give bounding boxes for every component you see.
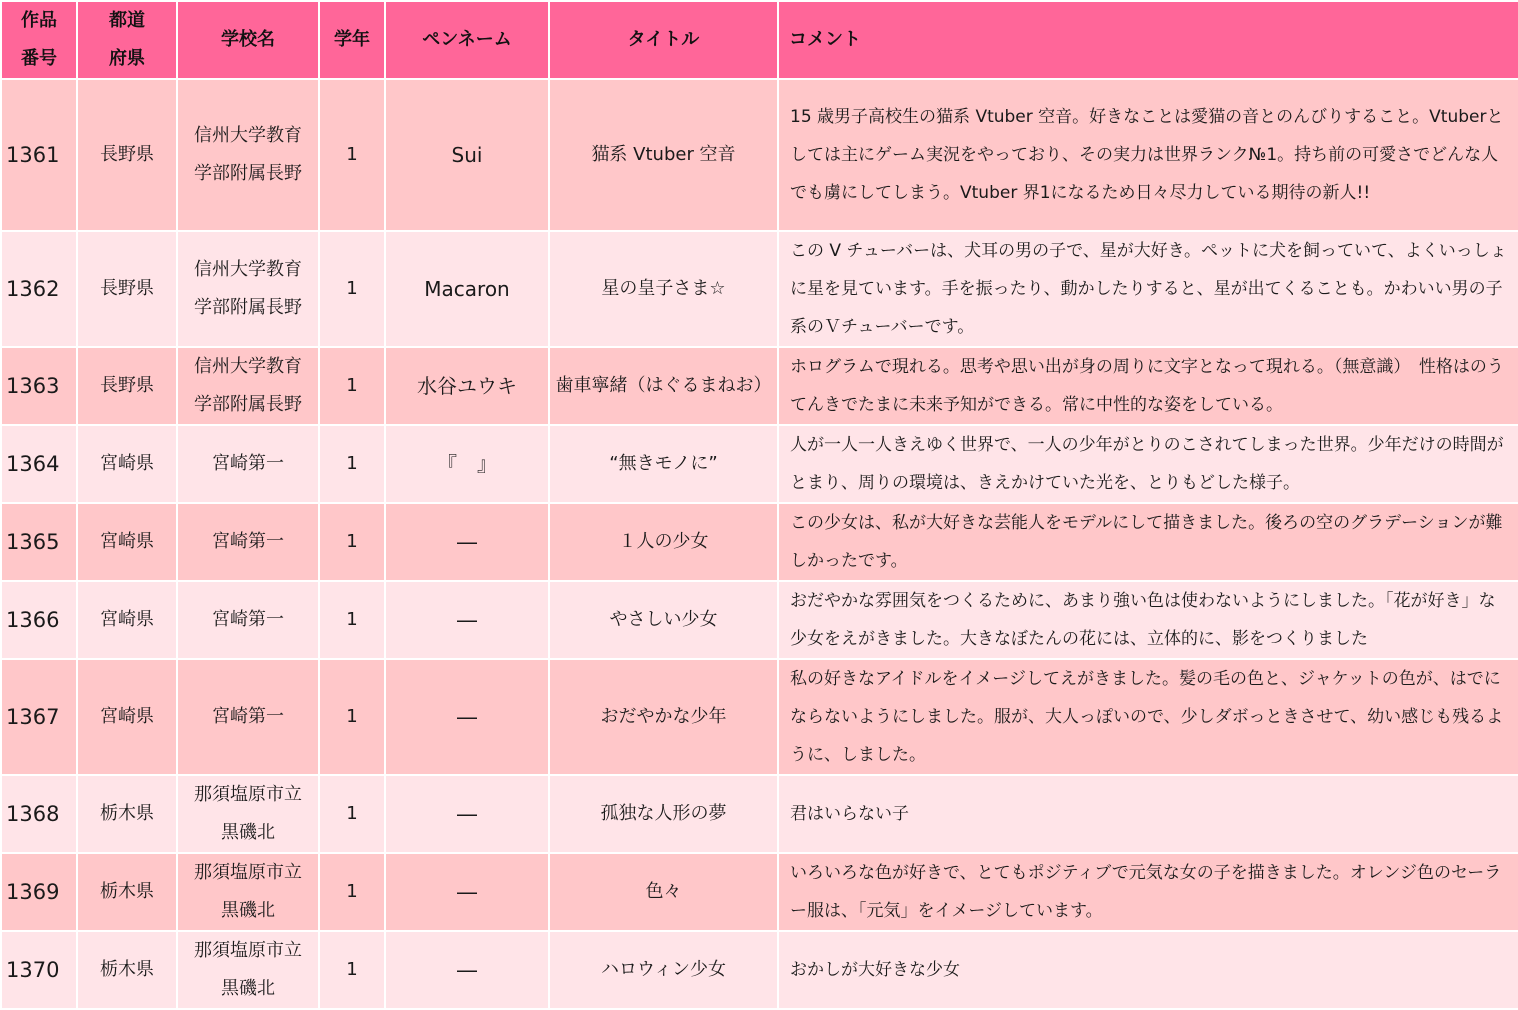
penname-cell: 『 』: [385, 425, 549, 503]
header-prefecture-line2: 府県: [109, 48, 145, 69]
header-number: [1, 1, 77, 79]
grade-cell: 1: [319, 231, 385, 347]
header-school: 学校名: [177, 1, 319, 79]
title-cell: 歯車寧緒（はぐるまねお）: [549, 347, 778, 425]
header-title: タイトル: [549, 1, 778, 79]
title-cell: やさしい少女: [549, 581, 778, 659]
comment-cell: 人が一人一人きえゆく世界で、一人の少年がとりのこされてしまった世界。少年だけの時間がとまり、周りの環境は、きえかけていた光を、とりもどした様子。: [778, 425, 1518, 503]
school-cell: [177, 79, 319, 231]
school-cell: [177, 853, 319, 931]
comment-cell: 私の好きなアイドルをイメージしてえがきました。髪の毛の色と、ジャケットの色が、はでにならないようにしました。服が、大人っぽいので、少しダボっときさせて、幼い感じも残るように、しました。: [778, 659, 1518, 775]
comment-cell: 15 歳男子高校生の猫系 Vtuber 空音。好きなことは愛猫の音とのんびりすること。Vtuberとしては主にゲーム実況をやっており、その実力は世界ランク№1。持ち前の可愛さでどんな人でも虜にしてしまう。Vtuber 界1になるため日々尽力している期待の新人!!: [778, 79, 1518, 231]
penname-cell: ―: [385, 659, 549, 775]
grade-cell: 1: [319, 581, 385, 659]
grade-cell: 1: [319, 659, 385, 775]
penname-cell: ―: [385, 853, 549, 931]
prefecture-cell: 栃木県: [77, 853, 177, 931]
work-number-cell: 1370: [1, 931, 77, 1009]
prefecture-cell: 宮崎県: [77, 659, 177, 775]
penname-cell: Macaron: [385, 231, 549, 347]
table-row: [1, 425, 1518, 503]
grade-cell: 1: [319, 503, 385, 581]
school-name-line: 信州大学教育: [194, 125, 302, 146]
school-name-line: 黒磯北: [221, 978, 275, 999]
work-number-cell: 1369: [1, 853, 77, 931]
comment-cell: いろいろな色が好きで、とてもポジティブで元気な女の子を描きました。オレンジ色のセーラー服は、「元気」をイメージしています。: [778, 853, 1518, 931]
school-name-line: 那須塩原市立: [194, 862, 302, 883]
comment-cell: この V チューバーは、犬耳の男の子で、星が大好き。ペットに犬を飼っていて、よくいっしょに星を見ています。手を振ったり、動かしたりすると、星が出てくることも。かわいい男の子系のＶチューバーです。: [778, 231, 1518, 347]
penname-cell: Sui: [385, 79, 549, 231]
school-name-line: 宮崎第一: [212, 706, 284, 727]
table-row: [1, 581, 1518, 659]
work-number-cell: 1368: [1, 775, 77, 853]
work-number-cell: 1362: [1, 231, 77, 347]
comment-cell: 君はいらない子: [778, 775, 1518, 853]
work-number-cell: 1367: [1, 659, 77, 775]
penname-cell: 水谷ユウキ: [385, 347, 549, 425]
prefecture-cell: 長野県: [77, 231, 177, 347]
school-name-line: 那須塩原市立: [194, 940, 302, 961]
work-number-cell: 1361: [1, 79, 77, 231]
school-name-line: 黒磯北: [221, 900, 275, 921]
table-body: [1, 79, 1518, 1009]
table-row: [1, 503, 1518, 581]
school-cell: [177, 231, 319, 347]
school-cell: [177, 347, 319, 425]
work-number-cell: 1366: [1, 581, 77, 659]
header-number-line1: 作品: [21, 10, 57, 31]
table-row: [1, 231, 1518, 347]
school-name-line: 黒磯北: [221, 822, 275, 843]
table-row: [1, 347, 1518, 425]
comment-cell: おだやかな雰囲気をつくるために、あまり強い色は使わないようにしました。「花が好き」な少女をえがきました。大きなぼたんの花には、立体的に、影をつくりました: [778, 581, 1518, 659]
school-name-line: 那須塩原市立: [194, 784, 302, 805]
school-cell: [177, 659, 319, 775]
grade-cell: 1: [319, 347, 385, 425]
penname-cell: ―: [385, 503, 549, 581]
work-number-cell: 1364: [1, 425, 77, 503]
header-comment: コメント: [778, 1, 1518, 79]
school-name-line: 信州大学教育: [194, 356, 302, 377]
comment-cell: この少女は、私が大好きな芸能人をモデルにして描きました。後ろの空のグラデーションが難しかったです。: [778, 503, 1518, 581]
table-row: [1, 853, 1518, 931]
header-grade: 学年: [319, 1, 385, 79]
grade-cell: 1: [319, 931, 385, 1009]
header-number-line2: 番号: [21, 48, 57, 69]
title-cell: ハロウィン少女: [549, 931, 778, 1009]
prefecture-cell: 長野県: [77, 347, 177, 425]
table-row: [1, 659, 1518, 775]
title-cell: １人の少女: [549, 503, 778, 581]
header-prefecture: [77, 1, 177, 79]
title-cell: 孤独な人形の夢: [549, 775, 778, 853]
school-name-line: 学部附属長野: [194, 297, 302, 318]
penname-cell: ―: [385, 931, 549, 1009]
table-row: [1, 775, 1518, 853]
grade-cell: 1: [319, 853, 385, 931]
prefecture-cell: 栃木県: [77, 931, 177, 1009]
school-cell: [177, 581, 319, 659]
title-cell: 猫系 Vtuber 空音: [549, 79, 778, 231]
work-number-cell: 1365: [1, 503, 77, 581]
comment-cell: ホログラムで現れる。思考や思い出が身の周りに文字となって現れる。（無意識） 性格はのうてんきでたまに未来予知ができる。常に中性的な姿をしている。: [778, 347, 1518, 425]
title-cell: 星の皇子さま☆: [549, 231, 778, 347]
comment-cell: おかしが大好きな少女: [778, 931, 1518, 1009]
prefecture-cell: 栃木県: [77, 775, 177, 853]
school-name-line: 信州大学教育: [194, 259, 302, 280]
grade-cell: 1: [319, 775, 385, 853]
school-cell: [177, 503, 319, 581]
work-number-cell: 1363: [1, 347, 77, 425]
header-row: [1, 1, 1518, 79]
title-cell: 色々: [549, 853, 778, 931]
school-name-line: 宮崎第一: [212, 453, 284, 474]
header-prefecture-line1: 都道: [109, 10, 145, 31]
prefecture-cell: 宮崎県: [77, 503, 177, 581]
table-row: [1, 79, 1518, 231]
school-name-line: 学部附属長野: [194, 163, 302, 184]
school-name-line: 学部附属長野: [194, 394, 302, 415]
penname-cell: ―: [385, 775, 549, 853]
school-name-line: 宮崎第一: [212, 609, 284, 630]
school-cell: [177, 931, 319, 1009]
grade-cell: 1: [319, 79, 385, 231]
school-cell: [177, 425, 319, 503]
school-name-line: 宮崎第一: [212, 531, 284, 552]
school-cell: [177, 775, 319, 853]
header-penname: ペンネーム: [385, 1, 549, 79]
prefecture-cell: 長野県: [77, 79, 177, 231]
title-cell: “無きモノに”: [549, 425, 778, 503]
penname-cell: ―: [385, 581, 549, 659]
title-cell: おだやかな少年: [549, 659, 778, 775]
grade-cell: 1: [319, 425, 385, 503]
table-row: [1, 931, 1518, 1009]
prefecture-cell: 宮崎県: [77, 581, 177, 659]
prefecture-cell: 宮崎県: [77, 425, 177, 503]
